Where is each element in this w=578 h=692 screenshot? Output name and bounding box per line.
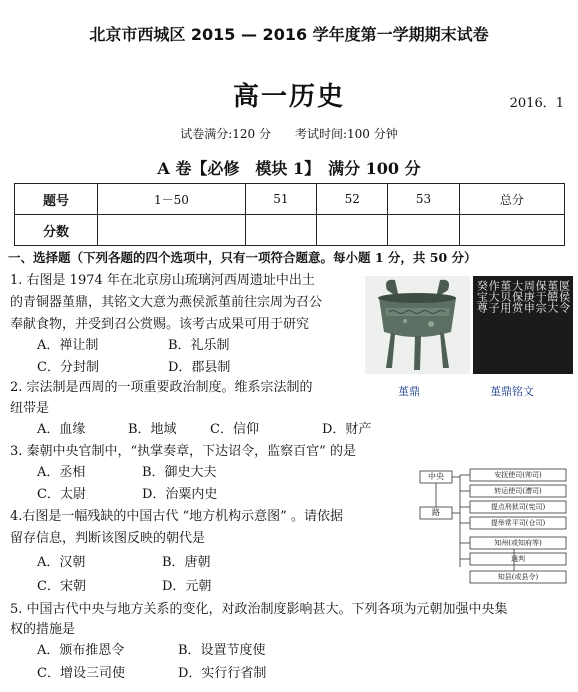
option-c: C．宋朝	[37, 579, 86, 594]
inscription-column: 保于宗	[534, 280, 548, 313]
option-c: C．增设三司使	[37, 666, 125, 681]
option-c: C．信仰	[210, 422, 259, 437]
figure-caption: 堇鼎铭文	[490, 385, 534, 398]
option-d: D．实行行省制	[178, 666, 267, 681]
subject-title: 高一历史	[232, 82, 345, 112]
option-a: A．禅让制	[37, 338, 99, 353]
question-text: 权的措施是	[10, 622, 76, 637]
table-header-cell: 51	[245, 184, 316, 215]
option-d: D．财产	[322, 422, 372, 437]
score-cell[interactable]	[459, 215, 564, 246]
option-b: B．御史大夫	[142, 465, 217, 480]
inscription-column: 周庚申	[522, 280, 536, 313]
section-1-title: 一、选择题（下列各题的四个选项中，只有一项符合题意。每小题 1 分，共 50 分）	[8, 250, 477, 265]
question-text: 4.右图是一幅残缺的中国古代 “地方机构示意图” 。请依据	[10, 509, 343, 524]
exam-meta: 试卷满分:120 分 考试时间:100 分钟	[180, 127, 398, 141]
option-a: A．汉朝	[37, 555, 86, 570]
local-administration-diagram	[418, 467, 570, 585]
inscription-column: 堇贝用	[498, 280, 512, 313]
question-text: 5. 中国古代中央与地方关系的变化，对政治制度影响甚大。下列各项为元朝加强中央集	[10, 602, 508, 617]
option-c: C．分封制	[37, 360, 99, 375]
score-cell[interactable]	[317, 215, 388, 246]
question-text: 奉献食物，并受到召公赏赐。该考古成果可用于研究	[10, 317, 310, 332]
ding-vessel-image	[365, 276, 470, 374]
option-a: A．丞相	[37, 465, 86, 480]
diagram-box: 转运使司(漕司)	[494, 487, 542, 495]
score-cell[interactable]	[388, 215, 459, 246]
inscription-column: 匽侯令	[557, 280, 571, 313]
option-b: B．设置节度使	[178, 643, 266, 658]
option-a: A．颁布推恩令	[37, 643, 125, 658]
table-header-cell: 53	[388, 184, 459, 215]
inscription-column: 大保赏	[510, 280, 524, 313]
question-text: 纽带是	[10, 401, 50, 416]
inscription-column: 癸宝尊	[475, 280, 489, 313]
option-d: D．治粟内史	[142, 487, 218, 502]
option-b: B．礼乐制	[168, 338, 230, 353]
diagram-box: 知县(或县令)	[497, 573, 539, 581]
score-cell[interactable]	[98, 215, 246, 246]
option-d: D．郡县制	[168, 360, 231, 375]
question-text: 留存信息，判断该图反映的朝代是	[10, 531, 206, 546]
exam-date: 2016．1	[509, 96, 564, 111]
question-text: 的青铜器堇鼎，其铭文大意为燕侯派堇前往宗周为召公	[10, 295, 323, 310]
diagram-box: 通判	[511, 555, 525, 563]
diagram-node-circuit: 路	[432, 508, 440, 517]
inscription-column: 堇饎大	[545, 280, 559, 313]
option-c: C．太尉	[37, 487, 86, 502]
exam-title: 北京市西城区 2015 — 2016 学年度第一学期期末试卷	[89, 25, 489, 44]
diagram-box: 安抚使司(帅司)	[494, 471, 542, 479]
table-row	[15, 215, 565, 246]
section-a-title: A 卷【必修 模块 1】 满分 100 分	[157, 159, 421, 178]
table-header-cell: 题号	[15, 184, 98, 215]
diagram-node-center: 中央	[428, 472, 444, 481]
figure-caption: 堇鼎	[398, 385, 420, 398]
table-header-cell: 52	[317, 184, 388, 215]
table-row-label: 分数	[15, 215, 98, 246]
table-header-cell: 1－50	[98, 184, 246, 215]
inscription-rubbing-image	[473, 276, 573, 374]
question-text: 1. 右图是 1974 年在北京房山琉璃河西周遗址中出土	[10, 273, 315, 288]
diagram-box: 知州(或知府等)	[494, 539, 542, 547]
option-b: B．地域	[128, 422, 177, 437]
table-header-cell: 总分	[459, 184, 564, 215]
score-table	[14, 183, 565, 246]
option-b: B．唐朝	[162, 555, 211, 570]
score-cell[interactable]	[245, 215, 316, 246]
diagram-box: 提举常平司(仓司)	[490, 519, 546, 527]
option-d: D．元朝	[162, 579, 212, 594]
inscription-column: 作大子	[487, 280, 501, 313]
question-text: 3. 秦朝中央官制中，“执掌奏章，下达诏令，监察百官” 的是	[10, 444, 356, 459]
table-row	[15, 184, 565, 215]
question-text: 2. 宗法制是西周的一项重要政治制度。维系宗法制的	[10, 380, 313, 395]
diagram-box: 提点刑狱司(宪司)	[490, 503, 546, 511]
option-a: A．血缘	[37, 422, 86, 437]
